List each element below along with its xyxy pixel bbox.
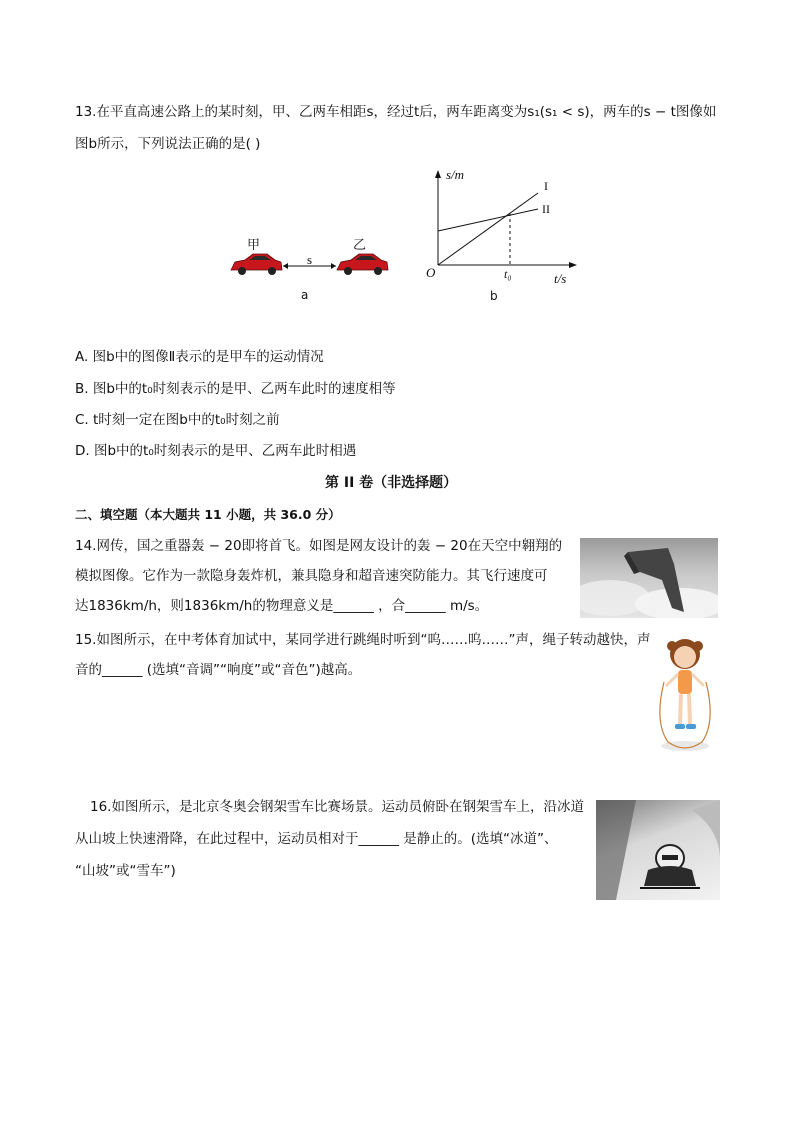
bomber-image — [580, 538, 718, 618]
q14-line3: 达1836km/h，则1836km/h的物理意义是______ ，合______ m/s。 — [75, 598, 489, 614]
jumping-girl-icon — [650, 632, 720, 754]
car-yi-icon — [337, 254, 388, 275]
y-axis-label: s/m — [446, 167, 465, 182]
q15-line1: 15.如图所示，在中考体育加试中，某同学进行跳绳时听到“呜……呜……”声，绳子转动越快，声 — [75, 632, 651, 648]
q13-option-c: C. t时刻一定在图b中的t₀时刻之前 — [75, 412, 280, 428]
q13-option-a: A. 图b中的图像Ⅱ表示的是甲车的运动情况 — [75, 349, 324, 365]
car1-label: 甲 — [247, 238, 261, 253]
section-2-title: 第 II 卷（非选择题） — [325, 475, 458, 491]
q13-option-b: B. 图b中的t₀时刻表示的是甲、乙两车此时的速度相等 — [75, 381, 396, 397]
graph-line-I — [438, 193, 538, 265]
q15-line2: 音的______ (选填“音调”“响度”或“音色”)越高。 — [75, 662, 362, 678]
q13-option-d: D. 图b中的t₀时刻表示的是甲、乙两车此时相遇 — [75, 443, 357, 459]
skeleton-sled-image — [596, 800, 720, 900]
q14-line2: 模拟图像。它作为一款隐身轰炸机，兼具隐身和超音速突防能力。其飞行速度可 — [75, 568, 548, 584]
rope-jumping-girl-image — [650, 632, 720, 754]
q16-line3: “山坡”或“雪车”) — [75, 863, 176, 879]
x-axis-label: t/s — [554, 271, 567, 286]
section-2-subtitle: 二、填空题（本大题共 11 小题，共 36.0 分） — [75, 507, 341, 522]
graph-line-II — [438, 209, 538, 231]
figure-b-graph — [422, 165, 587, 305]
skeleton-athlete-icon — [596, 800, 720, 900]
distance-label: s — [307, 252, 313, 267]
q16-line1: 16.如图所示，是北京冬奥会钢架雪车比赛场景。运动员俯卧在钢架雪车上，沿冰道 — [90, 799, 584, 815]
figure-a-caption: a — [301, 288, 309, 302]
bomber-aircraft-icon — [580, 538, 718, 618]
line-I-label: I — [544, 179, 548, 193]
line-II-label: II — [542, 202, 550, 216]
origin-label: O — [426, 265, 436, 280]
car2-label: 乙 — [353, 238, 367, 253]
t0-tick-label: t₀ — [504, 267, 512, 281]
q13-stem-line1: 13.在平直高速公路上的某时刻，甲、乙两车相距s，经过t后，两车距离变为s₁(s₁ < s)，两车的s − t图像如 — [75, 104, 717, 120]
q13-stem-line2: 图b所示，下列说法正确的是( ) — [75, 136, 261, 152]
figure-b-caption: b — [490, 289, 498, 303]
figure-a-cars — [225, 230, 395, 310]
q16-line2: 从山坡上快速滑降，在此过程中，运动员相对于______ 是静止的。(选填“冰道”、 — [75, 831, 558, 847]
q14-line1: 14.网传，国之重器轰 − 20即将首飞。如图是网友设计的轰 − 20在天空中翱翔的 — [75, 538, 563, 554]
car-jia-icon — [231, 254, 282, 275]
